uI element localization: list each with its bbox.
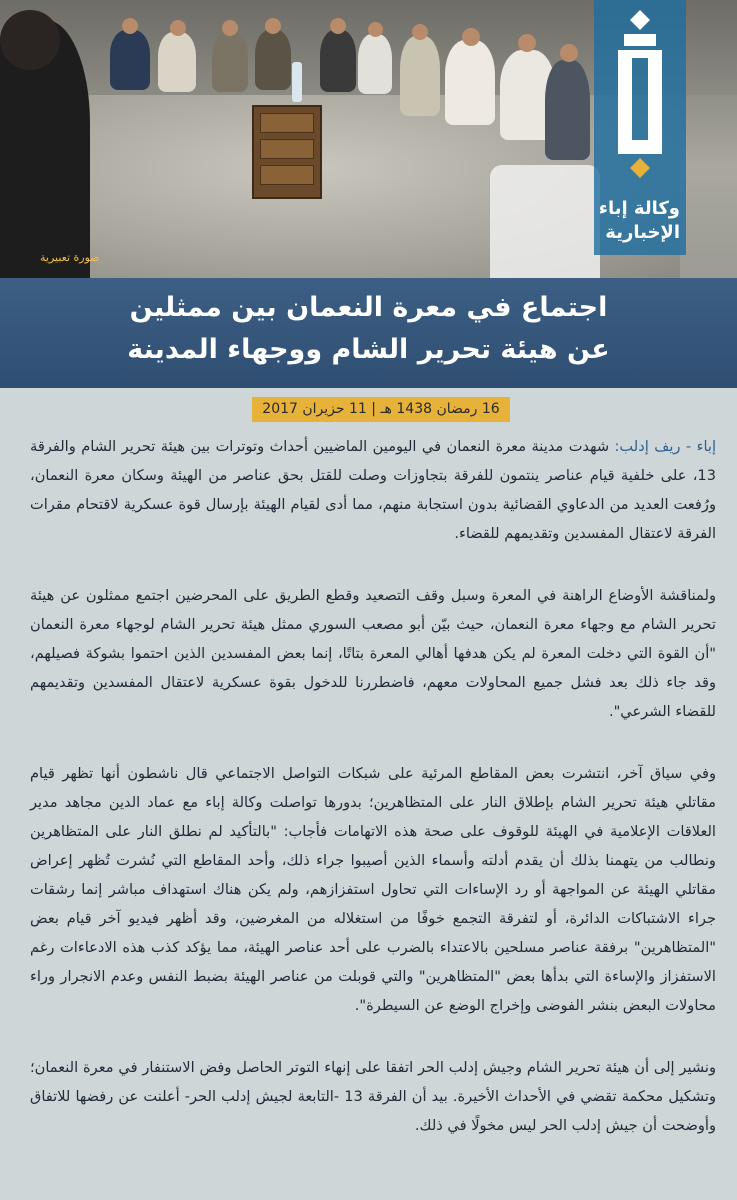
person-head	[122, 18, 138, 34]
seated-person	[212, 32, 248, 92]
article-paragraph	[30, 432, 716, 548]
wooden-table	[252, 105, 322, 199]
agency-logo	[594, 0, 686, 255]
logo-name-line2: الإخبارية	[605, 222, 680, 243]
ebaa-logo-icon	[614, 10, 666, 180]
seated-person	[110, 30, 150, 90]
seated-person	[358, 34, 392, 94]
person-head	[368, 22, 383, 37]
article-paragraph: وفي سياق آخر، انتشرت بعض المقاطع المرئية على شبكات التواصل الاجتماعي قال ناشطون أنها تظهر قيام مقاتلي هيئة تحرير الشام بإطلاق النار على المتظاهرين؛ بدورها تواصلت وكالة إباء مع عماد الدين مجاهد مدير العلاقات الإعلامية في الهيئة للوقوف على صحة هذه الاتهامات فأجاب: "بالتأكيد لم نطلق النار على المتظاهرين ونطالب من يتهمنا بذلك أن يقدم أدلته وأسماء الذين أصيبوا جراء ذلك، وأحد المقاطع التي نُشرت تُظهر إعراض مقاتلي الهيئة عن المواجهة أو رد الإساءات التي تحاول استفزازهم، ولم يكن هناك استهداف مباشر إنما رشقات جراء الاشتباكات الدائرة، أو لتفرقة التجمع خوفًا من استغلاله من المغرضين، وقد أظهر فيديو آخر قيام بعض "المتظاهرين" برفقة عناصر مسلحين بالاعتداء بالضرب على أحد عناصر الهيئة، مما يؤكد كذب هذه الادعاءات رغم الاستفزاز والإساءة التي بدأها بعض "المتظاهرين" والتي قوبلت من عناصر الهيئة بضبط النفس وعدم الانجرار وراء محاولات البعض بنشر الفوضى وإخراج الوضع عن السيطرة".	[30, 765, 716, 1014]
seated-person	[445, 40, 495, 125]
seated-person	[320, 30, 356, 92]
photo-caption: صورة تعبيرية	[40, 251, 100, 264]
person-head	[560, 44, 578, 62]
person-head	[518, 34, 536, 52]
person-head	[412, 24, 428, 40]
date-badge: 16 رمضان 1438 هـ | 11 حزيران 2017	[252, 397, 510, 422]
person-head	[222, 20, 238, 36]
headline-line-1: اجتماع في معرة النعمان بين ممثلين	[129, 292, 608, 323]
foreground-head	[0, 10, 60, 70]
plastic-chair	[490, 165, 600, 278]
logo-name-line1: وكالة إباء	[598, 198, 680, 219]
person-head	[330, 18, 346, 34]
person-head	[265, 18, 281, 34]
article-body	[30, 432, 716, 1173]
person-head	[462, 28, 480, 46]
header-photo	[0, 0, 737, 278]
seated-person	[255, 30, 291, 90]
seated-person	[545, 60, 590, 160]
seated-person	[400, 36, 440, 116]
article-paragraph: ولمناقشة الأوضاع الراهنة في المعرة وسبل وقف التصعيد وقطع الطريق على المحرضين اجتمع ممثلون عن هيئة تحرير الشام مع وجهاء معرة النعمان، حيث بيّن أبو مصعب السوري ممثل هيئة تحرير الشام لوجهاء معرة النعمان "أن القوة التي دخلت المعرة لم يكن هدفها أهالي المعرة بتاتًا، إنما بعض المفسدين الذين احتموا بشوكة فصيلهم، وقد جاء ذلك بعد فشل جميع المحاولات معهم، فاضطررنا للدخول بقوة عسكرية لاعتقال المفسدين وتقديمهم للقضاء الشرعي".	[30, 587, 716, 720]
water-bottle	[292, 62, 302, 102]
seated-person	[158, 32, 196, 92]
headline-band	[0, 278, 737, 388]
dateline: إباء - ريف إدلب:	[614, 438, 717, 455]
headline-line-2: عن هيئة تحرير الشام ووجهاء المدينة	[127, 334, 610, 365]
paragraph-1-text: شهدت مدينة معرة النعمان في اليومين الماضيين أحداث وتوترات بين هيئة تحرير الشام والفرقة 13، على خلفية قيام عناصر ينتمون للفرقة بتجاوزات وصلت للقتل بحق عناصر من الهيئة وسكان معرة النعمان، ورُفعت العديد من الدعاوي القضائية بدون استجابة منهم، مما أدى لقيام الهيئة بإرسال قوة عسكرية لاقتحام مقرات الفرقة لاعتقال المفسدين وتقديمهم للقضاء.	[30, 438, 716, 542]
article-paragraph: ونشير إلى أن هيئة تحرير الشام وجيش إدلب الحر اتفقا على إنهاء التوتر الحاصل وفض الاستنفار في معرة النعمان؛ وتشكيل محكمة تقضي في الأحداث الأخيرة. بيد أن الفرقة 13 -التابعة لجيش إدلب الحر- أعلنت عن رفضها للاتفاق وأوضحت أن جيش إدلب الحر ليس مخولًا في ذلك.	[30, 1059, 716, 1134]
person-head	[170, 20, 186, 36]
